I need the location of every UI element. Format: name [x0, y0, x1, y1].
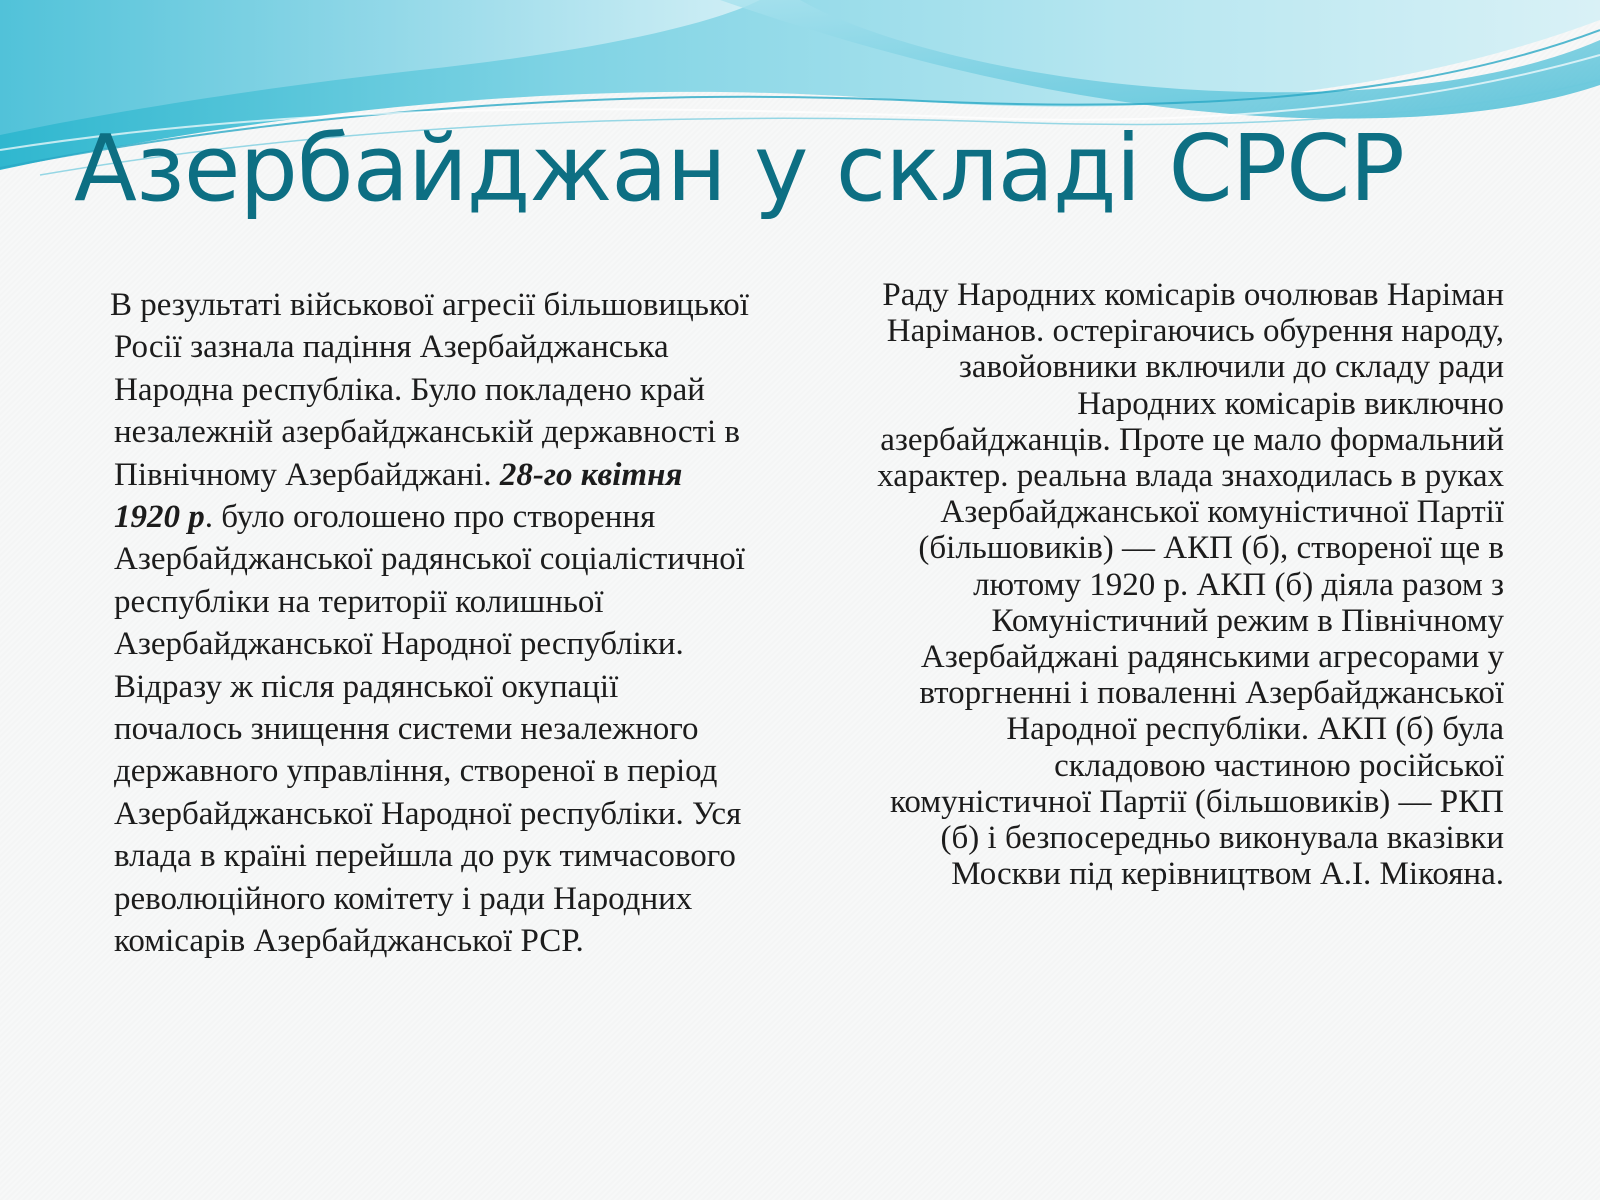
left-column-text	[110, 284, 754, 963]
slide-title: Азербайджан у складі СРСР	[74, 115, 1404, 222]
left-text-date: 28-го квітня 1920 р	[114, 456, 683, 536]
left-text-intro: В результаті військової агресії більшовицької Росії зазнала падіння Азербайджанська Народна республіка. Було покладено край незалежній азербайджанській державності в Північному Азербайджані.	[110, 287, 749, 493]
left-text-rest: . було оголошено про створення Азербайджанської радянської соціалістичної республіки на території колишньої Азербайджанської Народної республіки. Відразу ж після радянської окупації почалось знищення системи незалежного державного управління, створеної в період Азербайджанської Народної республіки. Уся влада в країні перейшла до рук тимчасового революційного комітету і ради Народних комісарів Азербайджанської РСР.	[114, 499, 745, 960]
right-column-text: Раду Народних комісарів очолював Наріман Наріманов. остерігаючись обурення народу, завойовники включили до складу ради Народних комісарів виключно азербайджанців. Проте це мало формальний характер. реальна влада знаходилась в руках Азербайджанської комуністичної Партії (більшовиків) — АКП (б), створеної ще в лютому 1920 р. АКП (б) діяла разом з Комуністичний режим в Північному Азербайджані радянськими агресорами у вторгненні і поваленні Азербайджанської Народної республіки. АКП (б) була складовою частиною російської комуністичної Партії (більшовиків) — РКП (б) і безпосередньо виконувала вказівки Москви під керівництвом А.І. Мікояна.	[877, 277, 1504, 893]
